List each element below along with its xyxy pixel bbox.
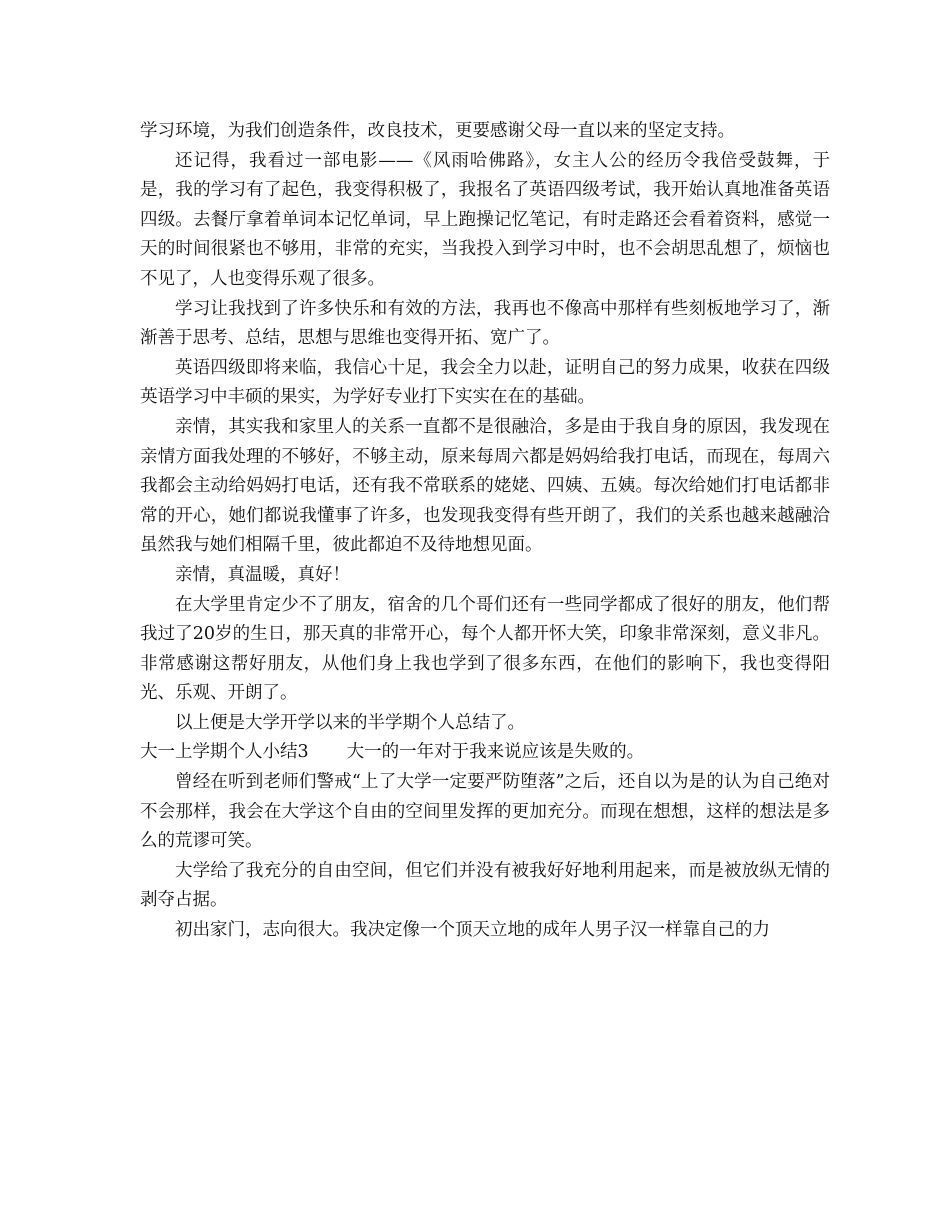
document-body bbox=[140, 117, 830, 946]
paragraph-8: 以上便是大学开学以来的半学期个人总结了。 bbox=[175, 712, 525, 733]
paragraph-6: 亲情，真温暖，真好！ bbox=[175, 564, 350, 585]
paragraph-7: 在大学里肯定少不了朋友，宿舍的几个哥们还有一些同学都成了很好的朋友，他们帮我过了20岁的生日，那天真的非常开心，每个人都开怀大笑，印象非常深刻，意义非凡。非常感谢这帮好朋友，从他们身上我也学到了很多东西，在他们的影响下，我也变得阳光、乐观、开朗了。 bbox=[140, 594, 830, 704]
paragraph-9: 曾经在听到老师们警戒“上了大学一定要严防堕落”之后，还自以为是的认为自己绝对不会那样，我会在大学这个自由的空间里发挥的更加充分。而现在想想，这样的想法是多么的荒谬可笑。 bbox=[140, 772, 830, 852]
paragraph-11: 初出家门，志向很大。我决定像一个顶天立地的成年人男子汉一样靠自己的力 bbox=[175, 920, 770, 941]
section-heading-line bbox=[140, 738, 830, 768]
paragraph-1: 学习环境，为我们创造条件，改良技术，更要感谢父母一直以来的坚定支持。 bbox=[140, 121, 735, 141]
paragraph-10: 大学给了我充分的自由空间，但它们并没有被我好好地利用起来，而是被放纵无情的剥夺占据。 bbox=[140, 860, 830, 911]
paragraph-3: 学习让我找到了许多快乐和有效的方法，我再也不像高中那样有些刻板地学习了，渐渐善于思考、总结，思想与思维也变得开拓、宽广了。 bbox=[140, 298, 830, 349]
paragraph-4: 英语四级即将来临，我信心十足，我会全力以赴，证明自己的努力成果，收获在四级英语学习中丰硕的果实，为学好专业打下实实在在的基础。 bbox=[140, 357, 830, 408]
paragraph-2: 还记得，我看过一部电影——《风雨哈佛路》，女主人公的经历令我倍受鼓舞，于是，我的学习有了起色，我变得积极了，我报名了英语四级考试，我开始认真地准备英语四级。去餐厅拿着单词本记忆单词，早上跑操记忆笔记，有时走路还会看着资料，感觉一天的时间很紧也不够用，非常的充实，当我投入到学习中时，也不会胡思乱想了，烦恼也不见了，人也变得乐观了很多。 bbox=[140, 150, 830, 289]
paragraph-5: 亲情，其实我和家里人的关系一直都不是很融洽，多是由于我自身的原因，我发现在亲情方面我处理的不够好，不够主动，原来每周六都是妈妈给我打电话，而现在，每周六我都会主动给妈妈打电话，还有我不常联系的姥姥、四姨、五姨。每次给她们打电话都非常的开心，她们都说我懂事了许多，也发现我变得有些开朗了，我们的关系也越来越融洽虽然我与她们相隔千里，彼此都迫不及待地想见面。 bbox=[140, 416, 830, 556]
section-title: 大一上学期个人小结3 bbox=[140, 742, 309, 763]
section-lead: 大一的一年对于我来说应该是失败的。 bbox=[346, 742, 645, 763]
